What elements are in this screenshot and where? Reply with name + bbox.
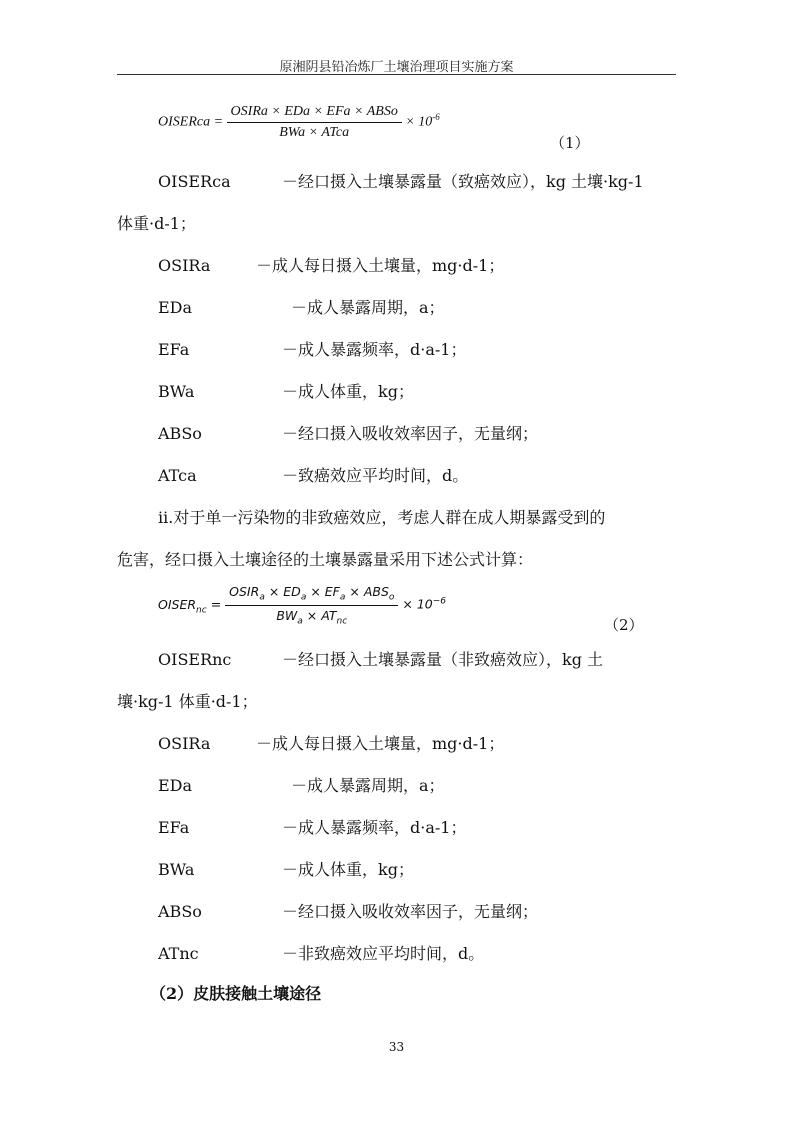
def-term: ATnc [158, 944, 199, 963]
formula-1-numerator: OSIRa × EDa × EFa × ABSo [227, 104, 402, 123]
def-term: EDa [158, 776, 193, 795]
def-desc: －成人体重，kg； [282, 860, 414, 879]
formula-2-fraction [225, 584, 398, 626]
formula-2-lhs: $OISER_{nc}$ [158, 596, 207, 615]
formula-2-times: × 10 [402, 596, 433, 612]
paragraph-line-1: ii.对于单一污染物的非致癌效应，考虑人群在成人期暴露受到的 [158, 508, 606, 527]
formula-2-number: （2） [604, 616, 644, 634]
def-term: ATca [158, 466, 197, 485]
def-term: ABSo [158, 424, 202, 443]
formula-2-exponent: −6 [432, 596, 447, 607]
formula-2-equals: = [210, 596, 222, 612]
def-term: EFa [158, 340, 190, 359]
def-desc: －成人暴露频率，d·a-1； [282, 818, 467, 837]
def-desc: －经口摄入吸收效率因子，无量纲； [282, 902, 539, 921]
def-desc: －经口摄入吸收效率因子，无量纲； [282, 424, 539, 443]
def-desc-continued: 壤·kg-1 体重·d-1； [117, 692, 258, 711]
def-term: OSIRa [158, 256, 211, 275]
def-term: BWa [158, 860, 195, 879]
formula-1 [158, 104, 440, 141]
def-desc: －成人暴露频率，d·a-1； [282, 340, 467, 359]
def-term: OISERnc [158, 650, 232, 669]
formula-1-lhs: OISERca [158, 114, 211, 130]
formula-2-numerator: $OSIR_a \times ED_a \times EF_a \times ABS_o$ [225, 584, 398, 606]
def-term: BWa [158, 382, 195, 401]
def-desc: －成人体重，kg； [282, 382, 414, 401]
def-desc: －非致癌效应平均时间，d。 [282, 944, 485, 963]
formula-2-denominator: $BW_a \times AT_{nc}$ [276, 607, 348, 626]
section-heading: （2）皮肤接触土壤途径 [150, 984, 322, 1003]
def-term: EDa [158, 298, 193, 317]
def-term: OSIRa [158, 734, 211, 753]
page-header: 原湘阴县铅冶炼厂土壤治理项目实施方案 [279, 60, 514, 75]
def-desc: －成人暴露周期，a； [291, 776, 445, 795]
def-term: OISERca [158, 172, 231, 191]
header-rule [117, 74, 676, 75]
paragraph-line-2: 危害，经口摄入土壤途径的土壤暴露量采用下述公式计算： [117, 550, 534, 569]
def-term: EFa [158, 818, 190, 837]
formula-1-exponent: -6 [432, 112, 440, 123]
formula-1-number: （1） [550, 134, 590, 152]
def-desc: －成人每日摄入土壤量，mg·d-1； [256, 734, 505, 753]
formula-1-times: × 10 [405, 114, 433, 130]
def-desc: －经口摄入土壤暴露量（致癌效应），kg 土壤·kg-1 [282, 172, 644, 191]
def-desc-continued: 体重·d-1； [117, 214, 196, 233]
formula-1-equals: = [213, 114, 224, 130]
formula-1-denominator: BWa × ATca [279, 125, 350, 140]
def-desc: －致癌效应平均时间，d。 [282, 466, 469, 485]
def-desc: －成人每日摄入土壤量，mg·d-1； [256, 256, 505, 275]
def-desc: －经口摄入土壤暴露量（非致癌效应），kg 土 [282, 650, 604, 669]
def-term: ABSo [158, 902, 202, 921]
formula-1-fraction [227, 104, 402, 141]
formula-2 [158, 584, 446, 626]
page-number: 33 [388, 1040, 405, 1054]
def-desc: －成人暴露周期，a； [291, 298, 445, 317]
